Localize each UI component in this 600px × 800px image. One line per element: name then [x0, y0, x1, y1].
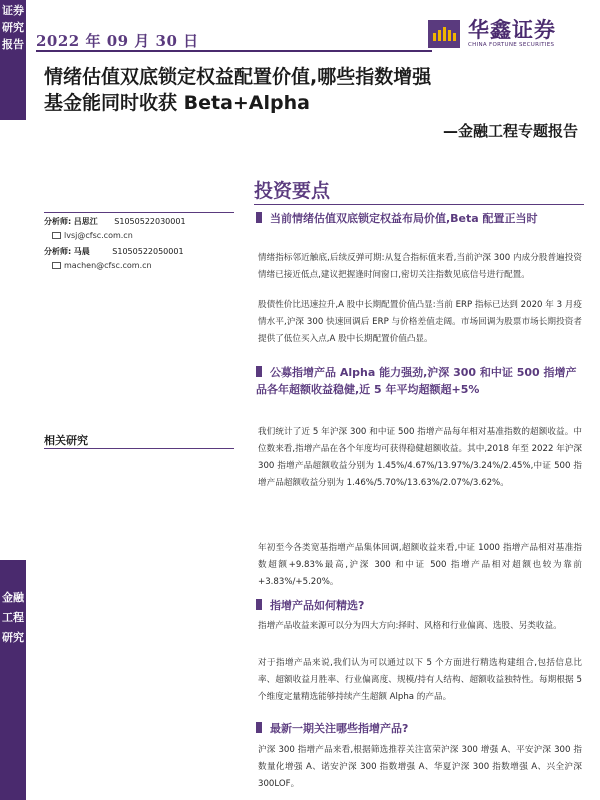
- side-strip-bottom: [0, 560, 26, 800]
- mail-icon: [52, 262, 61, 269]
- analyst-1-email-row: [52, 231, 133, 240]
- bullet-heading-3: 指增产品如何精选?: [256, 597, 584, 614]
- report-date: 2022 年 09 月 30 日: [36, 32, 199, 50]
- bullet-square-icon: [256, 212, 262, 223]
- bullet-2-para-2: 年初至今各类宽基指增产品集体回调,超额收益来看,中证 1000 指增产品相对基准指数超额+9.83%最高,沪深 300 和中证 500 指增产品相对超额也较为靠前+3.83%/+5.20%。: [258, 543, 582, 587]
- logo-mark-icon: [428, 20, 460, 48]
- bullet-1-para-2: 股债性价比迅速拉升,A 股中长期配置价值凸显:当前 ERP 指标已达到 2020 年 3 月疫情水平,沪深 300 快速回调后 ERP 与价格差值走阔。市场回调为股票市场长期投资者提供了低位买入点,A 股中长期配置价值凸显。: [258, 300, 582, 344]
- bullet-heading-1: 当前情绪估值双底锁定权益布局价值,Beta 配置正当时: [256, 210, 584, 227]
- section-divider: [254, 204, 584, 205]
- section-title: 投资要点: [254, 180, 331, 202]
- analyst-email[interactable]: machen@cfsc.com.cn: [64, 261, 152, 270]
- analyst-2-email-row: [52, 261, 152, 270]
- related-research-divider: [44, 448, 234, 449]
- bullet-square-icon: [256, 599, 262, 610]
- analyst-cert: S1050522030001: [114, 217, 186, 226]
- analyst-label: 分析师:: [44, 217, 72, 226]
- analyst-name: 吕思江: [73, 217, 98, 226]
- header-divider: [36, 50, 432, 52]
- analyst-cert: S1050522050001: [112, 247, 184, 256]
- bullet-3-para-1: 指增产品收益来源可以分为四大方向:择时、风格和行业偏离、选股、另类收益。: [258, 621, 562, 631]
- sidebar-divider: [44, 212, 234, 213]
- report-title-line1: 情绪估值双底锁定权益配置价值,哪些指数增强: [44, 66, 432, 88]
- report-subtitle: —金融工程专题报告: [442, 122, 578, 140]
- analyst-email[interactable]: lvsj@cfsc.com.cn: [64, 231, 133, 240]
- bullet-heading-2: 公募指增产品 Alpha 能力强劲,沪深 300 和中证 500 指增产品各年超额收益稳健,近 5 年平均超额超+5%: [256, 366, 577, 396]
- bullet-3-para-2: 对于指增产品来说,我们认为可以通过以下 5 个方面进行精选构建组合,包括信息比率、超额收益月胜率、行业偏离度、规模/持有人结构、超额收益独特性。每期根据 5 个维度定量精选能够持续产生超额 Alpha 的产品。: [258, 658, 582, 702]
- bullet-square-icon: [256, 722, 262, 733]
- side-strip-bottom-text: 金融工程研究: [2, 591, 24, 644]
- side-strip-top-text: 证券研究报告: [2, 4, 24, 51]
- bullet-4-para-1: 沪深 300 指增产品来看,根据筛选推荐关注富荣沪深 300 增强 A、平安沪深 300 指数量化增强 A、诺安沪深 300 指数增强 A、华夏沪深 300 指数增强 A、兴全沪深 300LOF。: [258, 745, 582, 789]
- mail-icon: [52, 232, 61, 239]
- report-title-line2: 基金能同时收获 Beta+Alpha: [44, 92, 310, 114]
- bullet-1-para-1: 情绪指标邻近触底,后续反弹可期:从复合指标值来看,当前沪深 300 内成分股普遍投资情绪已接近低点,建议把握逢时间窗口,密切关注指数见底信号进行配置。: [258, 253, 582, 280]
- bullet-2-para-1: 我们统计了近 5 年沪深 300 和中证 500 指增产品每年相对基准指数的超额收益。中位数来看,指增产品在各个年度均可获得稳健超额收益。其中,2018 年至 2022 年沪深 300 指增产品超额收益分别为 1.45%/4.67%/13.97%/3.24%/2.45%,中证 500 指增产品超额收益分别为 1.46%/5.70%/13.63%/2.07%/3.62%。: [258, 427, 582, 488]
- bullet-heading-4: 最新一期关注哪些指增产品?: [256, 720, 584, 737]
- logo-name-en: CHINA FORTUNE SECURITIES: [468, 42, 555, 48]
- analyst-name: 马晨: [73, 247, 90, 256]
- side-strip-top: [0, 0, 26, 120]
- bullet-square-icon: [256, 366, 262, 377]
- logo-name-cn: 华鑫证券: [468, 18, 556, 42]
- related-research-heading: 相关研究: [44, 434, 88, 447]
- analyst-label: 分析师:: [44, 247, 72, 256]
- analyst-1: [44, 216, 186, 227]
- analyst-2: [44, 246, 184, 257]
